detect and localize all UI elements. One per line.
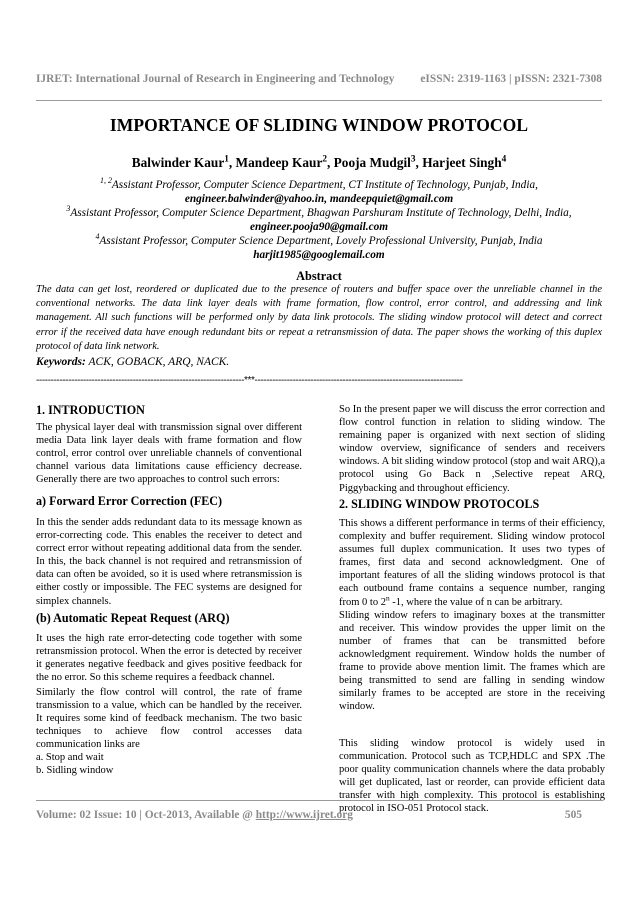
paragraph-arq: It uses the high rate error-detecting code together with some retransmission protocol. When the error is detected by receiver it generates negative feedback and gives positive feedback for the no error. So this scheme requires a feedback channel.	[36, 633, 302, 684]
affiliation-3: $^4$Assistant Professor, Computer Science Department, Lovely Professional University, Punjab, India	[95, 232, 543, 247]
abstract-text: The data can get lost, reordered or duplicated due to the presence of routers and buffer space over the unreliable channel in the conventional networks. The data link layer deals with frame formation, flow control, error control, and addressing and link management. All such functions will be performed only by data link protocols. The sliding window protocol will detect and correct error if the received data have enough redundant bits or repeat a retransmission of data. The paper shows the working of this duplex protocol of data link network.	[36, 284, 602, 352]
footer-volume: Volume: 02 Issue: 10 | Oct-2013, Available @	[36, 809, 256, 821]
keywords	[36, 356, 602, 368]
author-list: Balwinder Kaur$^1$, Mandeep Kaur$^2$, Pooja Mudgil$^3$, Harjeet Singh$^4$	[131, 154, 507, 170]
affiliation-2-email: engineer.pooja90@gmail.com	[249, 221, 389, 233]
page-number: 505	[564, 809, 582, 821]
section-separator: -----------------------------------------------------------------------***-----------------------------------------------------------------------	[36, 375, 463, 386]
author-name: Harjeet Singh	[422, 155, 502, 170]
heading-arq: (b) Automatic Repeat Request (ARQ)	[36, 611, 230, 625]
abstract-heading: Abstract	[296, 269, 342, 283]
paragraph-present-paper: So In the present paper we will discuss the error correction and flow control function in relation to sliding window. The remaining paper is organized with next section of sliding window overview, significance of senders and receivers windows. A bit sliding window protocol (stop and wait ARQ),a protocol using Go Back n ,Selective repeat ARQ, Piggybacking and throughout efficiency.	[339, 404, 605, 494]
list-item: a. Stop and wait	[36, 752, 104, 763]
affiliation-3-email: harjit1985@googlemail.com	[253, 249, 385, 261]
paragraph-fec: In this the sender adds redundant data to its message known as error-correcting code. This enables the receiver to detect and correct error without repeating additional data from the sender. In this, the back channel is not required and retransmission of data can often be avoided, so it is used where retransmission is either costly or impossible. The FEC systems are designed for simplex channels.	[36, 517, 302, 607]
paragraph-sliding-window-2: Sliding window refers to imaginary boxes at the transmitter and receiver. This window provides the upper limit on the number of frames that can be transmitted before acknowledgment requirement. Window holds the number of frame to provide above mention limit. The frames which are being transmitted to send are falling in sending window similarly frames to be accepted are store in the receiving window.	[339, 609, 605, 713]
heading-introduction: 1. INTRODUCTION	[36, 403, 145, 417]
list-item: b. Sidling window	[36, 765, 114, 777]
paragraph-introduction: The physical layer deal with transmission signal over different media Data link layer deals with frame formation and flow control, error control over unreliable channels of conventional channel various data limitations cause efficiency decrease. Generally there are two approaches to control such errors:	[36, 422, 302, 486]
keywords-text: ACK, GOBACK, ARQ, NACK.	[85, 356, 230, 368]
heading-fec: a) Forward Error Correction (FEC)	[36, 494, 223, 508]
author-name: Mandeep Kaur	[235, 155, 323, 170]
author-name: Pooja Mudgil	[333, 155, 411, 170]
footer-rule	[36, 800, 602, 801]
paragraph-sliding-window-1: This shows a different performance in terms of their efficiency, complexity and buffer requirement. Sliding window protocol assumes full duplex communication. It uses two types of frames, first data and second acknowledgment. One of important features of all the sliding windows protocol is that each outbound frame contains a sequence number, ranging from 0 to 2$^n$ -1, where the value of n can be arbitrary.	[339, 518, 605, 608]
keywords-label: Keywords:	[36, 356, 86, 368]
journal-link[interactable]: http://www.ijret.org	[255, 809, 353, 821]
affiliation-1: $^{1, 2}$Assistant Professor, Computer Science Department, CT Institute of Technology, Punjab, India,	[100, 176, 538, 191]
journal-name: IJRET: International Journal of Research in Engineering and Technology	[36, 73, 395, 85]
paragraph-sliding-window-3: This sliding window protocol is widely used in communication. Protocol such as TCP,HDLC and SPX .The poor quality communication channels where the data probably will get duplicated, last or reorder, can provide efficient data transfer with high complexity. This protocol is establishing protocol in ISO-051 Protocol stack.	[339, 738, 605, 815]
issn: eISSN: 2319-1163 | pISSN: 2321-7308	[420, 73, 602, 85]
running-footer	[36, 809, 602, 821]
affiliation-2: $^3$Assistant Professor, Computer Science Department, Bhagwan Parshuram Institute of Technology, Delhi, India,	[66, 204, 572, 219]
header-rule	[36, 100, 602, 101]
affiliation-1-email: engineer.balwinder@yahoo.in, mandeepquiet@gmail.com	[184, 193, 454, 205]
paper-title: IMPORTANCE OF SLIDING WINDOW PROTOCOL	[109, 115, 529, 135]
heading-sliding-window: 2. SLIDING WINDOW PROTOCOLS	[339, 497, 540, 511]
author-name: Balwinder Kaur	[131, 155, 225, 170]
paragraph-flow-control: Similarly the flow control will control, the rate of frame transmission to a value, which can be handled by the receiver. It requires some kind of feedback mechanism. The two basic techniques to achieve flow control accesses data communication links are	[36, 687, 302, 751]
